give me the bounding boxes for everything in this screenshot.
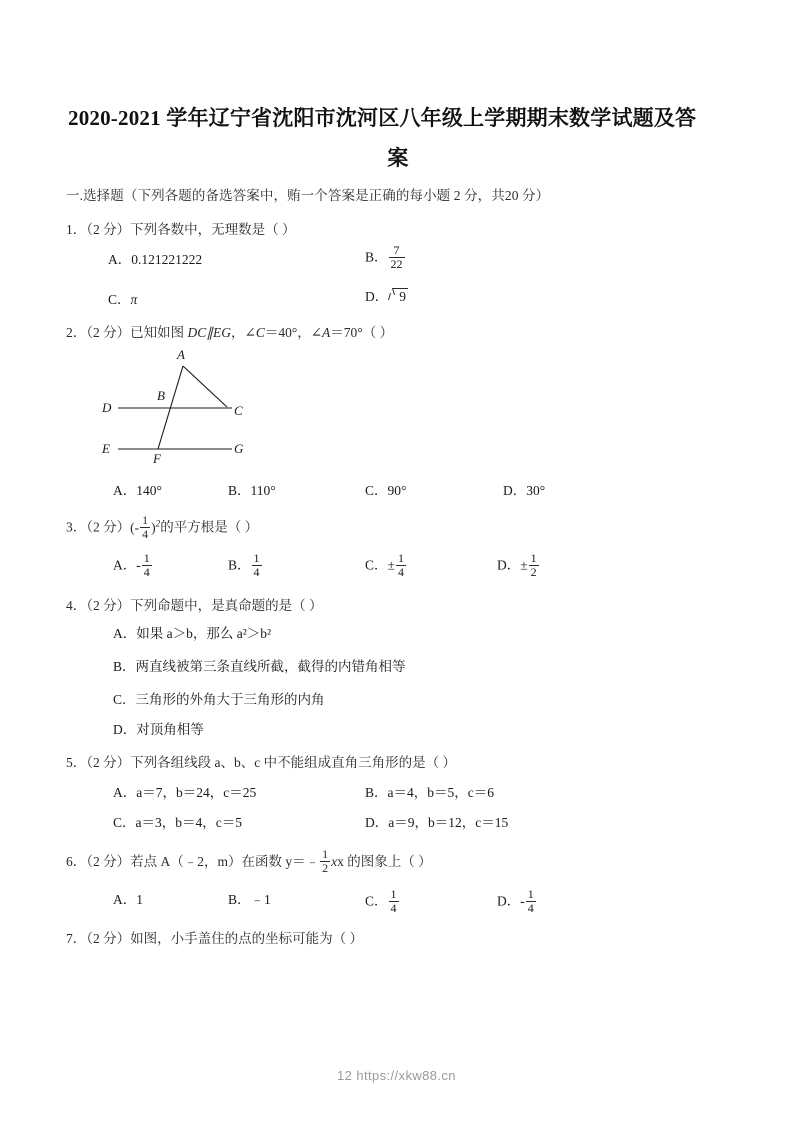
section-heading-choice: 一.选择题（下列各题的备选答案中，贿一个答案是正确的每小题 2 分，共20 分） [66, 188, 550, 203]
option-label: B． [228, 892, 251, 907]
fraction-1-over-2: $\frac{1}{2}$ [322, 847, 329, 875]
variable-x: x [331, 854, 338, 869]
fraction: $\frac{1}{4}$ [527, 887, 534, 915]
option-label: D． [113, 722, 137, 737]
question-4-option-d[interactable] [113, 718, 204, 738]
option-label: A． [113, 785, 137, 800]
option-label: A． [113, 557, 137, 573]
option-label: B． [113, 659, 136, 674]
question-2-geometry-figure [102, 347, 350, 470]
question-3 [66, 508, 258, 543]
figure-label-d: D [102, 400, 112, 415]
question-2-option-c[interactable] [365, 479, 406, 499]
question-2 [66, 318, 393, 348]
question-4-option-b[interactable] [113, 655, 406, 675]
option-label: A． [113, 626, 137, 641]
question-6-stem-prefix: 6．（2 分）若点 A（﹣2，m）在函数 y＝﹣ [66, 854, 320, 869]
option-text: a＝4，b＝5，c＝6 [387, 785, 494, 800]
question-3-option-a[interactable] [113, 552, 153, 578]
option-sign: - [520, 893, 525, 909]
figure-label-e: E [102, 441, 110, 456]
option-label: C． [365, 557, 388, 573]
question-3-expression: (- $\frac{1}{4}$ )$^2$ [130, 512, 161, 541]
question-7-stem: 7．（2 分）如图，小手盖住的点的坐标可能为（ ） [66, 931, 363, 946]
geometry-diagram-svg [110, 348, 350, 470]
question-1-option-c[interactable] [108, 288, 137, 308]
question-1-option-d[interactable] [365, 285, 408, 305]
question-5 [66, 748, 456, 778]
question-4-option-c[interactable] [113, 688, 325, 708]
option-text: a＝9，b＝12，c＝15 [388, 815, 509, 830]
option-label: D． [497, 893, 521, 909]
option-label: C． [113, 815, 136, 830]
option-text: 110° [250, 483, 276, 498]
fraction-1-over-4: $\frac{1}{4}$ [142, 512, 149, 541]
question-7 [66, 924, 363, 954]
option-label: D． [497, 557, 521, 573]
question-6-option-c[interactable] [365, 888, 400, 914]
option-text: π [130, 292, 138, 307]
option-label: A． [113, 483, 137, 498]
question-2-stem-part-5: ＝40°，∠ [264, 325, 323, 340]
fraction-7-over-22: $\frac{7}{22}$ [390, 243, 403, 271]
option-text: a＝7，b＝24，c＝25 [136, 785, 257, 800]
question-3-option-c[interactable] [365, 552, 407, 578]
option-label: B． [228, 557, 251, 573]
option-text: 三角形的外角大于三角形的内角 [135, 692, 325, 707]
figure-label-f: F [153, 451, 161, 466]
option-label: D． [503, 483, 527, 498]
figure-label-b: B [157, 388, 165, 403]
figure-label-c: C [234, 403, 243, 418]
question-3-option-d[interactable] [497, 552, 540, 578]
question-3-stem-prefix: 3．（2 分） [66, 519, 131, 535]
question-3-option-b[interactable] [228, 552, 263, 578]
question-6-option-b[interactable] [228, 888, 271, 908]
option-sign: ± [387, 557, 395, 573]
option-text: 两直线被第三条直线所截，截得的内错角相等 [135, 659, 406, 674]
option-label: B． [365, 249, 388, 265]
option-label: C． [113, 692, 136, 707]
question-2-option-b[interactable] [228, 479, 276, 499]
question-2-stem-dc-eg: DC∥EG [187, 325, 231, 340]
option-text: a＝3，b＝4，c＝5 [135, 815, 242, 830]
page-title-line-1: 2020-2021 学年辽宁省沈阳市沈河区八年级上学期期末数学试题及答 [68, 106, 697, 130]
question-3-stem-suffix: 的平方根是（ ） [160, 519, 259, 535]
question-1-option-b[interactable] [365, 244, 406, 270]
option-text: 140° [136, 483, 162, 498]
question-5-option-b[interactable] [365, 781, 494, 801]
option-label: B． [365, 785, 388, 800]
question-2-option-a[interactable] [113, 479, 162, 499]
question-5-option-c[interactable] [113, 811, 242, 831]
option-text: 90° [387, 483, 407, 498]
fraction: $\frac{1}{4}$ [143, 551, 150, 579]
option-text: 对顶角相等 [136, 722, 204, 737]
option-label: C． [365, 483, 388, 498]
question-6-option-d[interactable] [497, 888, 537, 914]
page-footer-watermark: 12 https://xkw88.cn [337, 1068, 456, 1083]
question-2-stem-angle-a: A [322, 325, 331, 340]
question-6-option-a[interactable] [113, 888, 143, 908]
question-4-stem: 4．（2 分）下列命题中，是真命题的是（ ） [66, 598, 323, 613]
figure-label-a: A [177, 347, 185, 362]
option-text: 30° [526, 483, 546, 498]
question-2-stem-part-1: 2．（2 分）已知如图 [66, 325, 188, 340]
square-root-icon: 9 [388, 287, 408, 305]
option-label: C． [365, 893, 388, 909]
fraction: $\frac{1}{2}$ [530, 551, 537, 579]
page-title-line-2: 案 [387, 146, 409, 170]
option-label: C． [108, 292, 131, 307]
option-label: B． [228, 483, 251, 498]
option-text: 0.121221222 [131, 252, 203, 267]
question-1 [66, 215, 296, 245]
line-segment-ac [183, 366, 227, 407]
question-5-stem: 5．（2 分）下列各组线段 a、b、c 中不能组成直角三角形的是（ ） [66, 755, 456, 770]
option-text: 1 [136, 892, 143, 907]
question-4 [66, 591, 323, 621]
fraction: $\frac{1}{4}$ [397, 551, 404, 579]
fraction: $\frac{1}{4}$ [390, 887, 397, 915]
question-4-option-a[interactable] [113, 622, 271, 642]
question-1-stem: 1．（2 分）下列各数中，无理数是（ ） [66, 222, 296, 237]
option-sign: ± [520, 557, 528, 573]
question-2-stem-part-3: ，∠ [231, 325, 256, 340]
option-label: D． [365, 289, 389, 304]
question-1-option-a[interactable] [108, 248, 202, 268]
page-title [68, 98, 728, 178]
fraction: $\frac{1}{4}$ [253, 551, 260, 579]
option-label: A． [108, 252, 132, 267]
question-2-stem-part-7: ＝70°（ ） [330, 325, 394, 340]
question-2-stem-angle-c: C [255, 325, 265, 340]
option-sign: - [136, 557, 141, 573]
option-label: A． [113, 892, 137, 907]
question-6 [66, 847, 432, 877]
question-5-option-d[interactable] [365, 811, 508, 831]
option-label: D． [365, 815, 389, 830]
exponent-two: 2 [155, 518, 161, 528]
question-2-option-d[interactable] [503, 479, 545, 499]
option-text: 如果 a＞b，那么 a²＞b² [136, 626, 272, 641]
figure-label-g: G [234, 441, 244, 456]
question-6-stem-suffix: x 的图象上（ ） [337, 854, 432, 869]
option-text: ﹣1 [250, 892, 271, 907]
question-5-option-a[interactable] [113, 781, 256, 801]
